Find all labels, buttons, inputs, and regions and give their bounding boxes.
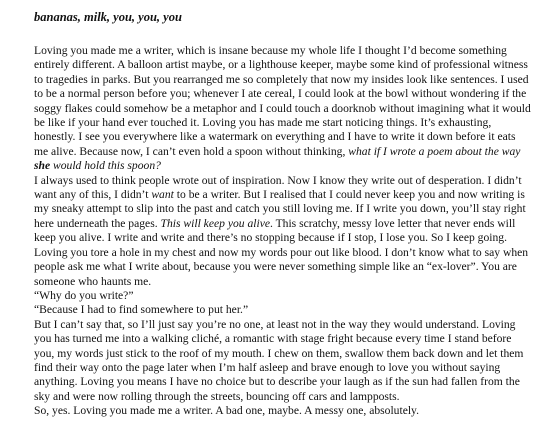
document-page <box>34 10 532 419</box>
paragraph-2-italic-keep-alive: This will keep you alive <box>160 216 270 230</box>
paragraph-2 <box>34 174 532 289</box>
closing-paragraph: So, yes. Loving you made me a writer. A bad one, maybe. A messy one, absolutely. <box>34 404 419 418</box>
paragraph-1 <box>34 44 532 174</box>
paragraph-2-text-c: . This scratchy, messy love letter that never ends will keep you alive. I write and write and there’s no stopping because if I stop, I lose you. So I keep going. Loving you tore a hole in my chest and now my words pour out like blood. I don’t know what to say when people ask me what I write about, because you were never something simple like an “ex-lover”. You are someone who haunts me. <box>34 216 529 288</box>
paragraph-5: But I can’t say that, so I’ll just say you’re no one, at least not in the way they would understand. Loving you has turned me into a walking cliché, a romantic with stage fright because every time I stand before you, my words just stick to the roof of my mouth. I chew on them, swallow them back down and let them find their way onto the page later when I’m half asleep and brave enough to love you without saying anything. Loving you means I have no choice but to describe your laugh as if the sun had fallen from the sky and were now rolling through the streets, bouncing off cars and lampposts. <box>34 317 524 403</box>
paragraph-1-text: Loving you made me a writer, which is insane because my whole life I thought I’d become something entirely different. A balloon artist maybe, or a lighthouse keeper, maybe some kind of professional witness to tragedies in parks. But you rearranged me so completely that now my insides look like sentences. I used to be a normal person before you; whenever I ate cereal, I could look at the bowl without wondering if the soggy flakes could somehow be a metaphor and I could touch a doorknob without imagining what it would be like if your hand ever touched it. Loving you has made me start noticing things. It’s exhausting, honestly. I see you everywhere like a watermark on everything and I have to write it down before it eats me alive. Because now, I can’t even hold a spoon without thinking, <box>34 44 531 158</box>
paragraph-2-text-a: I always used to think people wrote out of inspiration. Now I know they write out of desperation. I didn’t want any of this, I didn’t <box>34 173 522 202</box>
poem-body <box>34 44 532 419</box>
paragraph-1-italic-part-1: what if I wrote a poem about the way <box>348 144 521 158</box>
paragraph-1-italic-part-2: would hold this spoon? <box>50 159 161 173</box>
paragraph-2-text-b: to be a writer. But I realised that I could never keep you and now writing is my sneaky attempt to slip into the past and catch you still loving me. If I write you down, you’ll stay right here underneath the pages. <box>34 188 526 230</box>
poem-title: bananas, milk, you, you, you <box>34 10 182 24</box>
paragraph-1-bold-she: she <box>34 159 51 173</box>
dialogue-answer: “Because I had to find somewhere to put her.” <box>34 303 249 317</box>
paragraph-2-italic-want: want <box>151 188 174 202</box>
dialogue-question: “Why do you write?” <box>34 288 134 302</box>
